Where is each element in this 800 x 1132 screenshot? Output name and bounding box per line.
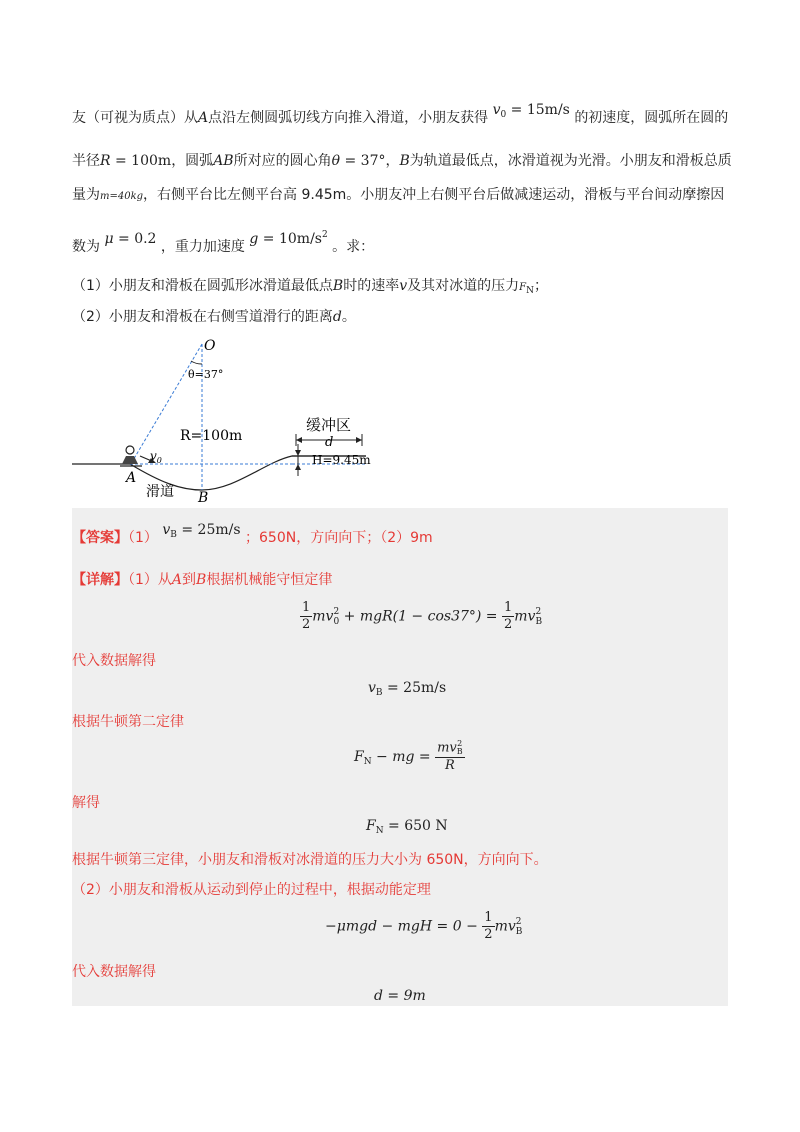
text: 。 xyxy=(341,309,356,325)
fraction-mv2-r: mv 2 B R xyxy=(437,739,463,773)
text: 友（可视为质点）从 xyxy=(72,110,198,126)
text: ，重力加速度 xyxy=(160,239,245,255)
text: 根据牛顿第二定律 xyxy=(72,714,184,730)
detail-step-2 xyxy=(72,880,431,900)
text: ，圆弧 xyxy=(171,153,214,169)
question-2 xyxy=(72,307,356,327)
arc-ab: AB xyxy=(213,153,234,169)
height-arrow-bottom xyxy=(295,464,301,470)
equation-d: d = 9m xyxy=(374,988,426,1004)
label-h: H=9.45m xyxy=(312,453,371,467)
label-theta: θ=37° xyxy=(188,368,224,381)
text: 到 xyxy=(182,572,197,588)
theta-equation: θ = 37° xyxy=(331,153,386,169)
fn-symbol: FN xyxy=(519,282,534,296)
text: 。求： xyxy=(332,239,375,255)
mu-equation: μ = 0.2 xyxy=(104,231,157,247)
speed-v: v xyxy=(399,278,408,294)
text: 根据机械能守恒定律 xyxy=(206,572,333,588)
detail-newton-3 xyxy=(72,850,548,870)
fraction-half: $\frac{1}{2}$ xyxy=(484,910,493,942)
equation-fn: $F_N = 650$ N xyxy=(366,818,448,836)
text: 代入数据解得 xyxy=(72,653,156,669)
text: （1）从 xyxy=(128,572,172,588)
text: 为轨道最低点，冰滑道视为光滑。小朋友和滑板总质 xyxy=(409,153,732,169)
point-b: B xyxy=(196,572,207,588)
mass-equation: m=40kg xyxy=(100,191,144,202)
r-equation: R = 100m xyxy=(100,153,172,169)
equation-work-energy: −μmgd − mgH = 0 − $\frac{1}{2}$ mv 2 B xyxy=(325,910,523,942)
text: 代入数据解得 xyxy=(72,964,156,980)
g-equation: $g = 10m/s^2$ xyxy=(249,230,328,247)
child-on-sled xyxy=(120,446,142,466)
detail-tag: 【详解】 xyxy=(72,572,128,588)
text: （2）小朋友和滑板在右侧雪道滑行的距离 xyxy=(72,309,333,325)
text: 及其对冰道的压力 xyxy=(407,278,520,294)
label-r: R=100m xyxy=(180,428,243,444)
detail-substitute-1 xyxy=(72,651,156,671)
text: 量为 xyxy=(72,187,100,203)
label-d: d xyxy=(325,435,334,450)
point-b: B xyxy=(399,153,410,169)
text: 半径 xyxy=(72,153,100,169)
fraction-half: $\frac{1}{2}$ xyxy=(302,600,311,632)
text: （1） xyxy=(128,530,158,546)
answer-tag: 【答案】 xyxy=(72,530,128,546)
point-a: A xyxy=(171,572,183,588)
text: 数为 xyxy=(72,239,100,255)
height-arrow-top xyxy=(295,450,301,456)
text: 根据牛顿第三定律，小朋友和滑板对冰滑道的压力大小为 650N，方向向下。 xyxy=(72,852,548,868)
equation-energy-conservation: $\frac{1}{2}$ mv 2 0 + mgR(1 − cos37°) = $\frac{1}{2}$ mv 2 B xyxy=(302,600,543,632)
text: 所对应的圆心角 xyxy=(233,153,332,169)
track-diagram xyxy=(70,332,380,507)
label-v0: $v_0$ xyxy=(150,449,162,465)
problem-line-1 xyxy=(72,102,729,133)
detail-substitute-2 xyxy=(72,962,156,982)
problem-line-2 xyxy=(72,151,732,171)
fraction-half: $\frac{1}{2}$ xyxy=(503,600,513,632)
label-slide: 滑道 xyxy=(146,484,174,500)
problem-line-3 xyxy=(72,185,724,207)
d-arrow-left xyxy=(296,437,302,443)
text: 解得 xyxy=(72,795,100,811)
vb-equation: $v_B = 25m/s$ xyxy=(162,522,241,540)
v0-equation: $v_0 = 15m/s$ xyxy=(492,102,570,120)
question-1 xyxy=(72,276,548,301)
text: 点沿左侧圆弧切线方向推入滑道，小朋友获得 xyxy=(208,110,489,126)
label-a: A xyxy=(126,470,137,486)
point-a: A xyxy=(198,110,209,126)
text: （1）小朋友和滑板在圆弧形冰滑道最低点 xyxy=(72,278,333,294)
text: ； xyxy=(533,278,548,294)
d-arrow-right xyxy=(356,437,362,443)
answer-line xyxy=(72,522,433,553)
detail-solve xyxy=(72,793,100,813)
text: 的初速度，圆弧所在圆的 xyxy=(574,110,729,126)
equation-newton-second: $F_N$ − mg = mv 2 B R xyxy=(354,739,463,773)
text: 时的速率 xyxy=(343,278,400,294)
distance-d: d xyxy=(332,309,342,325)
text: ；650N，方向向下；（2）9m xyxy=(245,530,433,546)
label-buffer: 缓冲区 xyxy=(306,416,352,434)
label-b: B xyxy=(198,490,209,506)
detail-line-1 xyxy=(72,570,332,590)
problem-line-4 xyxy=(72,230,375,257)
text: ， xyxy=(385,153,400,169)
text: ，右侧平台比左侧平台高 9.45m。小朋友冲上右侧平台后做减速运动，滑板与平台间动摩擦因 xyxy=(143,187,725,203)
equation-vb: $v_B = 25m/s$ xyxy=(368,680,447,698)
point-b: B xyxy=(332,278,344,294)
angle-arc xyxy=(191,361,202,364)
detail-newton-2 xyxy=(72,712,184,732)
text: （2）小朋友和滑板从运动到停止的过程中，根据动能定理 xyxy=(72,882,431,898)
label-o: O xyxy=(204,338,216,354)
